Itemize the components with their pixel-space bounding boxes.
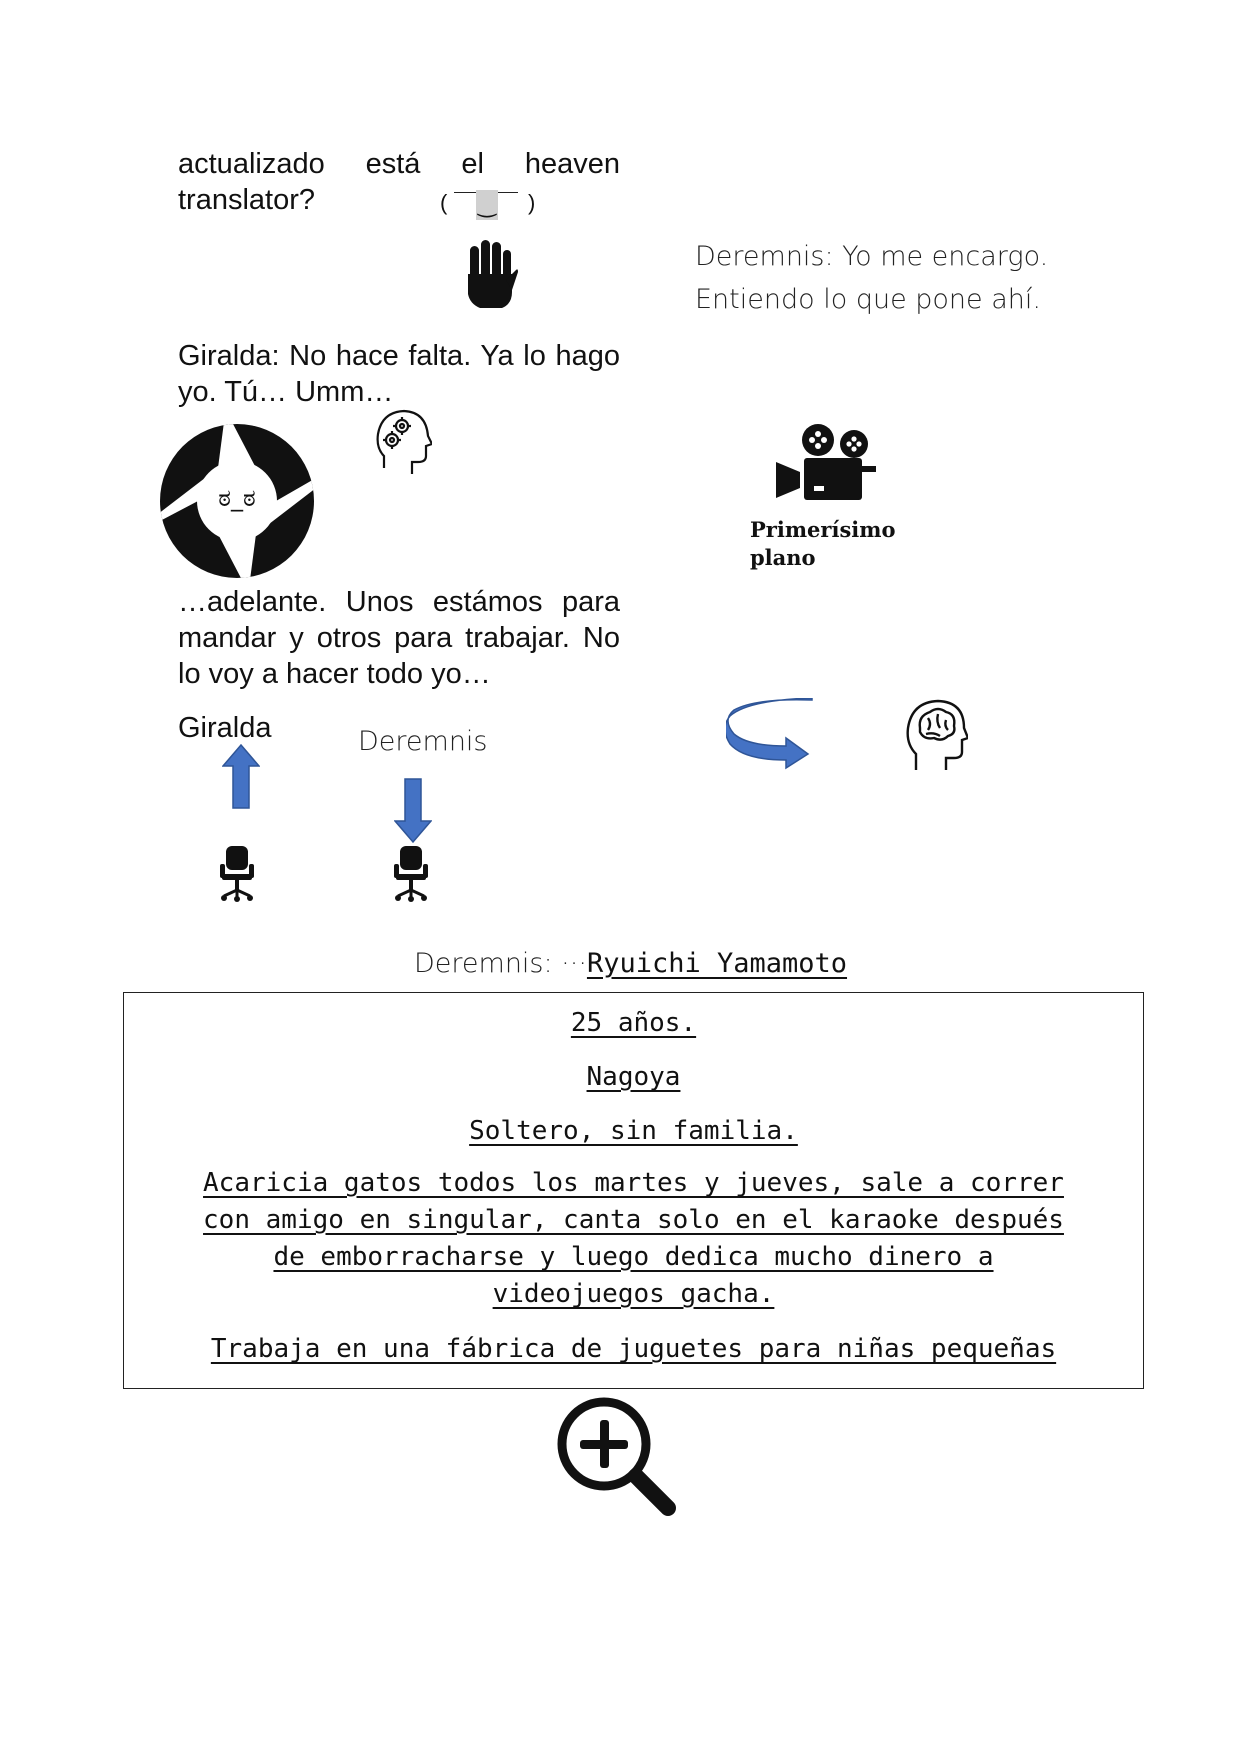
word: el bbox=[461, 148, 484, 180]
arrow-up-icon bbox=[222, 744, 260, 810]
aperture-face: ಠ_ಠ bbox=[218, 484, 256, 512]
word: heaven bbox=[524, 148, 620, 180]
profile-job: Trabaja en una fábrica de juguetes para niñas pequeñas bbox=[210, 1334, 1057, 1364]
hand-icon bbox=[462, 240, 518, 310]
profile-intro-speaker: Deremnis: ··· bbox=[414, 948, 587, 979]
emoticon-eyebrow-left bbox=[454, 192, 476, 193]
profile-intro bbox=[414, 946, 847, 982]
profile-city: Nagoya bbox=[586, 1062, 681, 1092]
deremnis-reply-line1: Deremnis: Yo me encargo. bbox=[695, 241, 1049, 272]
word: está bbox=[365, 148, 421, 180]
emoticon-mouth: ‿ bbox=[476, 190, 498, 220]
zoom-in-icon bbox=[556, 1396, 680, 1520]
emoticon-eyebrow-right bbox=[496, 192, 518, 193]
camera-caption bbox=[750, 516, 895, 572]
top-dialog bbox=[178, 146, 620, 218]
giralda-reply: Giralda: No hace falta. Ya lo hago yo. Tú… Umm… bbox=[178, 340, 620, 408]
aperture-icon bbox=[158, 422, 316, 580]
curved-arrow-icon bbox=[726, 698, 816, 770]
profile-name: Ryuichi Yamamoto bbox=[586, 948, 848, 979]
film-camera-icon bbox=[776, 424, 876, 504]
profile-hobbies-line: con amigo en singular, canta solo en el karaoke después bbox=[203, 1205, 1064, 1235]
camera-caption-line2: plano bbox=[750, 545, 816, 570]
chair-label-deremnis: Deremnis bbox=[358, 726, 488, 757]
top-dialog-line1 bbox=[178, 146, 620, 182]
chair-label-giralda: Giralda bbox=[178, 712, 272, 744]
office-chair-icon bbox=[390, 846, 432, 902]
profile-hobbies bbox=[124, 1165, 1143, 1313]
word: actualizado bbox=[178, 148, 325, 180]
emoticon-left: ( bbox=[440, 190, 448, 215]
profile-age: 25 años. bbox=[570, 1008, 697, 1038]
profile-box bbox=[123, 992, 1144, 1389]
profile-hobbies-line: Acaricia gatos todos los martes y jueves, sale a correr bbox=[203, 1168, 1064, 1198]
camera-caption-line1: Primerísimo bbox=[750, 517, 896, 542]
emoticon bbox=[440, 188, 540, 224]
giralda-continue: …adelante. Unos estámos para mandar y otros para trabajar. No lo voy a hacer todo yo… bbox=[178, 586, 620, 690]
brain-head-icon bbox=[904, 698, 968, 772]
arrow-down-icon bbox=[394, 778, 432, 844]
top-dialog-line2: translator? bbox=[178, 184, 316, 216]
head-gears-icon bbox=[374, 408, 432, 476]
office-chair-icon bbox=[216, 846, 258, 902]
emoticon-right: ) bbox=[528, 190, 536, 215]
profile-hobbies-line: de emborracharse y luego dedica mucho dinero a bbox=[273, 1242, 994, 1272]
deremnis-reply bbox=[695, 235, 1048, 321]
profile-hobbies-line: videojuegos gacha. bbox=[492, 1279, 775, 1309]
deremnis-reply-line2: Entiendo lo que pone ahí. bbox=[695, 284, 1041, 315]
profile-status: Soltero, sin familia. bbox=[469, 1116, 798, 1146]
